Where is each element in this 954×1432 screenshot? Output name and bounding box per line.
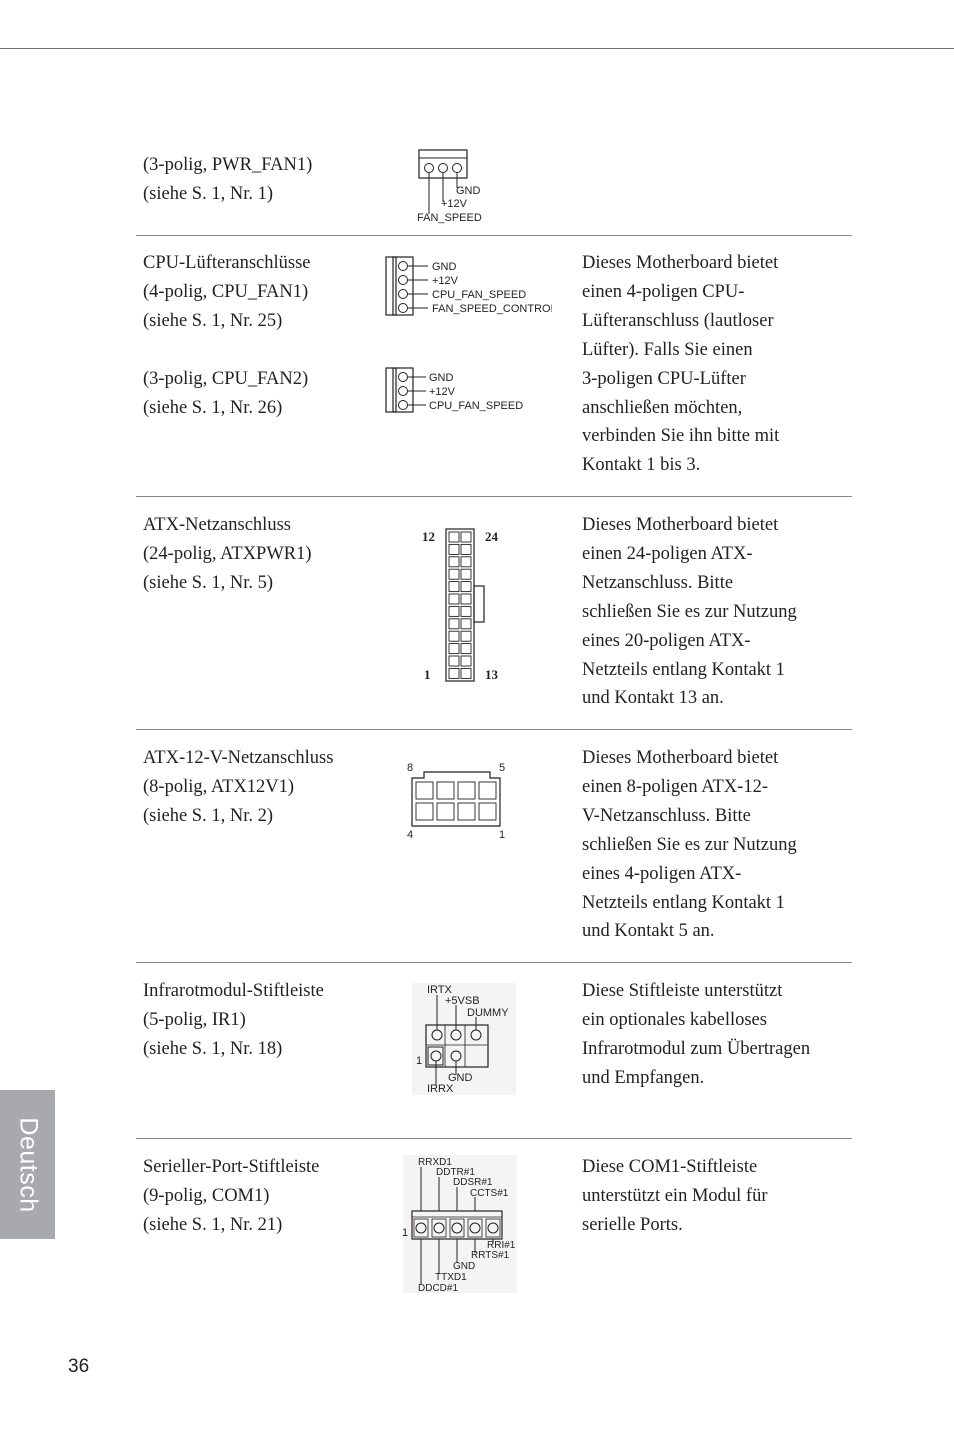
section-divider xyxy=(136,496,852,497)
pin-cell xyxy=(449,594,459,604)
section-divider xyxy=(136,729,852,730)
cpu-fan1-speed: CPU_FAN_SPEED xyxy=(432,289,527,301)
infrared-diagram xyxy=(412,983,516,1100)
pin-cell xyxy=(461,544,471,554)
pin-cell xyxy=(437,782,454,799)
atx12v-pin-4: 4 xyxy=(407,829,414,841)
atx-power-label: ATX-Netzanschluss (24-polig, ATXPWR1) (siehe S. 1, Nr. 5) xyxy=(143,515,312,593)
cpu-fan2-gnd: GND xyxy=(429,372,454,384)
atx12v-diagram xyxy=(404,760,514,849)
pin-cell xyxy=(449,582,459,592)
ir-gnd: GND xyxy=(448,1072,473,1084)
atx12v-pin-8: 8 xyxy=(407,762,414,774)
pin-cell xyxy=(461,606,471,616)
cpu-fan1-gnd: GND xyxy=(432,261,457,273)
pin-cell xyxy=(449,631,459,641)
pin-cell xyxy=(416,782,433,799)
com-ddtr1: DDTR#1 xyxy=(436,1167,475,1178)
section-divider xyxy=(136,235,852,236)
com-rrxd1: RRXD1 xyxy=(418,1157,452,1168)
pin-cell xyxy=(461,656,471,666)
com-ddcd1: DDCD#1 xyxy=(418,1283,459,1294)
cpu-fan2-speed: CPU_FAN_SPEED xyxy=(429,400,524,412)
pin-cell xyxy=(458,803,475,820)
pin-cell xyxy=(461,582,471,592)
com-ddsr1: DDSR#1 xyxy=(453,1177,493,1188)
ir-irrx: IRRX xyxy=(427,1083,454,1095)
com-rrts1: RRTS#1 xyxy=(471,1250,510,1261)
pin-cell xyxy=(449,668,459,678)
atx24-diagram xyxy=(414,526,514,691)
pin-cell xyxy=(449,532,459,542)
pin-cell xyxy=(449,656,459,666)
pin-cell xyxy=(449,544,459,554)
atx12v-pin-1: 1 xyxy=(499,829,506,841)
pin-cell xyxy=(461,644,471,654)
atx12v-pin-5: 5 xyxy=(499,762,506,774)
side-tab-label: Deutsch xyxy=(14,1116,42,1213)
atx12v-description: Dieses Motherboard bietet einen 8-poligen ATX-12- V-Netzanschluss. Bitte schließen Sie es zur Nutzung eines 4-poligen ATX- Netzteils entlang Kontakt 1 und Kontakt 5 an. xyxy=(582,748,797,942)
pin-cell xyxy=(437,803,454,820)
ir-irtx: IRTX xyxy=(427,984,452,996)
page-number: 36 xyxy=(68,1356,90,1377)
header-rule xyxy=(0,48,954,49)
atx24-pin-12: 12 xyxy=(422,529,435,544)
pwr-fan-label: (3-polig, PWR_FAN1) (siehe S. 1, Nr. 1) xyxy=(143,155,313,204)
ir-5vsb: +5VSB xyxy=(445,995,480,1007)
pin-cell xyxy=(479,782,496,799)
atx-power-description: Dieses Motherboard bietet einen 24-poligen ATX- Netzanschluss. Bitte schließen Sie es zur Nutzung eines 20-poligen ATX- Netzteils entlang Kontakt 1 und Kontakt 13 an. xyxy=(582,515,797,709)
pin-cell xyxy=(461,594,471,604)
atx24-pin-grid xyxy=(449,532,471,678)
pin-cell xyxy=(449,569,459,579)
com-description: Diese COM1-Stiftleiste unterstützt ein Modul für serielle Ports. xyxy=(582,1157,768,1235)
infrared-description: Diese Stiftleiste unterstützt ein optionales kabelloses Infrarotmodul zum Übertragen und Empfangen. xyxy=(582,981,811,1088)
pin-cell xyxy=(461,668,471,678)
pin-cell xyxy=(479,803,496,820)
com-gnd: GND xyxy=(453,1261,476,1272)
pin-cell xyxy=(461,532,471,542)
atx12v-label: ATX-12-V-Netzanschluss (8-polig, ATX12V1) (siehe S. 1, Nr. 2) xyxy=(143,748,334,826)
com-rri1: RRI#1 xyxy=(487,1240,516,1251)
atx24-pin-24: 24 xyxy=(485,529,498,544)
pin-cell xyxy=(458,782,475,799)
pwr-fan-diagram xyxy=(414,148,504,233)
pin-cell xyxy=(461,569,471,579)
atx12v-pin-grid xyxy=(416,782,496,820)
pin-cell xyxy=(449,606,459,616)
cpu-fan2-12v: +12V xyxy=(429,386,455,398)
cpu-fan1-diagram xyxy=(384,255,552,324)
pin-cell xyxy=(449,557,459,567)
pwr-fan-12v: +12V xyxy=(441,198,467,210)
com-label: Serieller-Port-Stiftleiste (9-polig, COM1) (siehe S. 1, Nr. 21) xyxy=(143,1157,320,1235)
atx24-pin-1: 1 xyxy=(424,667,431,682)
com-ccts1: CCTS#1 xyxy=(470,1188,509,1199)
atx24-pin-13: 13 xyxy=(485,667,498,682)
pin-cell xyxy=(461,619,471,629)
cpu-fan-label: CPU-Lüfteranschlüsse (4-polig, CPU_FAN1) (siehe S. 1, Nr. 25) (3-polig, CPU_FAN2) (siehe S. 1, Nr. 26) xyxy=(143,253,311,418)
ir-dummy: DUMMY xyxy=(467,1007,509,1019)
pin-cell xyxy=(461,557,471,567)
cpu-fan1-12v: +12V xyxy=(432,275,458,287)
com-ttxd1: TTXD1 xyxy=(435,1272,467,1283)
section-divider xyxy=(136,1138,852,1139)
pin-cell xyxy=(461,631,471,641)
pin-cell xyxy=(449,619,459,629)
com-diagram xyxy=(398,1155,518,1300)
ir-pin-1: 1 xyxy=(416,1055,423,1067)
language-side-tab xyxy=(0,1090,55,1239)
cpu-fan1-control: FAN_SPEED_CONTROL xyxy=(432,303,552,315)
com-pin-1: 1 xyxy=(402,1227,409,1239)
pin-cell xyxy=(449,644,459,654)
cpu-fan-description: Dieses Motherboard bietet einen 4-poligen CPU- Lüfteranschluss (lautloser Lüfter). Falls Sie einen 3-poligen CPU-Lüfter anschließen möchten, verbinden Sie ihn bitte mit Kontakt 1 bis 3. xyxy=(582,253,780,476)
pin-cell xyxy=(416,803,433,820)
section-divider xyxy=(136,962,852,963)
cpu-fan2-diagram xyxy=(384,366,524,423)
pwr-fan-speed: FAN_SPEED xyxy=(417,212,482,224)
pwr-fan-gnd: GND xyxy=(456,185,481,197)
infrared-label: Infrarotmodul-Stiftleiste (5-polig, IR1) (siehe S. 1, Nr. 18) xyxy=(143,981,324,1059)
